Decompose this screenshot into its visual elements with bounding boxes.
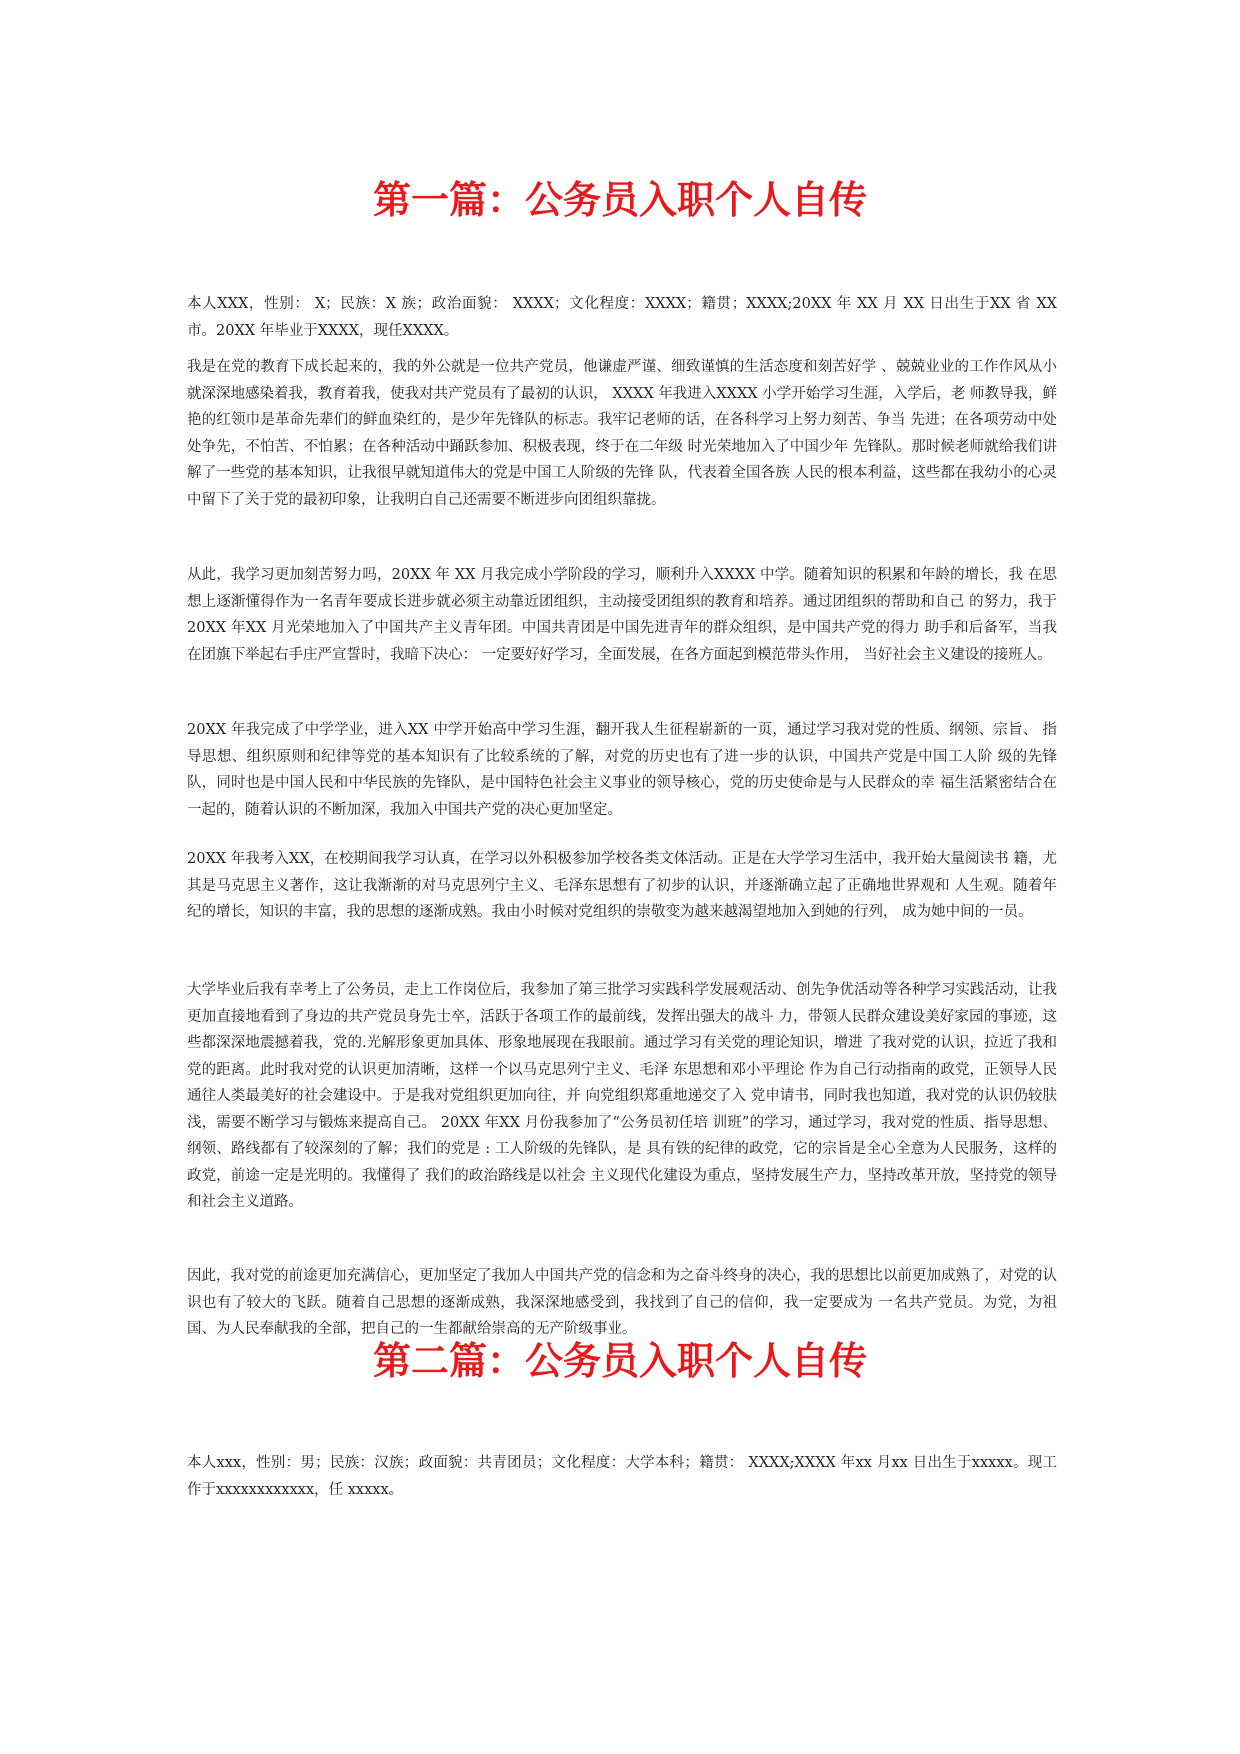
paragraph-intro-1: 本人XXX，性别： X；民族：X 族；政治面貌： XXXX；文化程度：XXXX；籍贯；XXXX;20XX 年 XX 月 XX 日出生于XX 省 XX 市。20XX 年毕业于XXXX，现任XXXX。 bbox=[187, 296, 1057, 339]
paragraph-intro-2: 本人xxx，性别：男；民族：汉族；政面貌：共青团员；文化程度：大学本科；籍贯： XXXX;XXXX 年xx 月xx 日出生于xxxxx。现工 作于xxxxxxxxxxxx，任 xxxxx。 bbox=[187, 1455, 1057, 1498]
paragraph-conclusion: 因此，我对党的前途更加充满信心，更加坚定了我加人中国共产党的信念和为之奋斗终身的决心，我的思想比以前更加成熟了，对党的认识也有了较大的飞跃。随着自己思想的逐渐成熟，我深深地感受到，我找到了自己的信仰，我一定要成为 一名共产党员。为党，为祖国、为人民奉献我的全部，把自己的一生都献给崇高的无产阶级事业。 bbox=[187, 1268, 1057, 1337]
paragraph-youth-league: 从此，我学习更加刻苦努力吗，20XX 年 XX 月我完成小学阶段的学习，顺利升入XXXX 中学。随着知识的积累和年龄的增长，我 在思想上逐渐懂得作为一名青年要成长进步就必须主动靠近团组织，主动接受团组织的教育和培养。通过团组织的帮助和自己 的努力，我于20XX 年XX 月光荣地加入了中国共产主义青年团。中国共青团是中国先进青年的群众组织，是中国共产党的得力 助手和后备军，当我在团旗下举起右手庄严宣誓时，我暗下决心： 一定要好好学习，全面发展，在各方面起到模范带头作用， 当好社会主义建设的接班人。 bbox=[187, 567, 1057, 663]
document-title-2: 第二篇：公务员入职个人自传 bbox=[372, 1338, 867, 1383]
paragraph-childhood: 我是在党的教育下成长起来的，我的外公就是一位共产党员，他谦虚严谨、细致谨慎的生活态度和刻苦好学 、兢兢业业的工作作风从小就深深地感染着我，教育着我，使我对共产党员有了最初的认识， XXXX 年我进入XXXX 小学开始学习生涯，入学后，老 师教导我，鲜艳的红领巾是革命先辈们的鲜血染红的，是少年先锋队的标志。我牢记老师的话，在各科学习上努力刻苦、争当 先进；在各项劳动中处处争先，不怕苦、不怕累；在各种活动中踊跃参加、积极表现，终于在二年级 时光荣地加入了中国少年 先锋队。那时候老师就给我们讲解了一些党的基本知识，让我很早就知道伟大的党是中国工人阶级的先锋 队，代表着全国各族 人民的根本利益，这些都在我幼小的心灵中留下了关于党的最初印象，让我明白自己还需要不断进步向团组织靠拢。 bbox=[187, 359, 1057, 508]
paragraph-high-school: 20XX 年我完成了中学学业，进入XX 中学开始高中学习生涯，翻开我人生征程崭新的一页，通过学习我对党的性质、纲领、宗旨、 指导思想、组织原则和纪律等党的基本知识有了比较系统的了解，对党的历史也有了进一步的认识，中国共产党是中国工人阶 级的先锋队，同时也是中国人民和中华民族的先锋队，是中国特色社会主义事业的领导核心，党的历史使命是与人民群众的幸 福生活紧密结合在一起的，随着认识的不断加深，我加入中国共产党的决心更加坚定。 bbox=[187, 722, 1057, 818]
paragraph-civil-servant: 大学毕业后我有幸考上了公务员，走上工作岗位后，我参加了第三批学习实践科学发展观活动、创先争优活动等各种学习实践活动，让我更加直接地看到了身边的共产党员身先士卒，活跃于各项工作的最前线，发挥出强大的战斗 力，带领人民群众建设美好家园的事迹，这些都深深地震撼着我，党的.光解形象更加具体、形象地展现在我眼前。通过学习有关党的理论知识，增进 了我对党的认识，拉近了我和党的距离。此时我对党的认识更加清晰，这样一个以马克思列宁主义、毛泽 东思想和邓小平理论 作为自己行动指南的政党，正领导人民通往人类最美好的社会建设中。于是我对党组织更加向往，并 向党组织郑重地递交了入 党申请书，同时我也知道，我对党的认识仍较肤浅，需要不断学习与锻炼来提高自己。 20XX 年XX 月份我参加了“公务员初任培 训班”的学习，通过学习，我对党的性质、指导思想、纲领、路线都有了较深刻的了解；我们的党是 : 工人阶级的先锋队，是 具有铁的纪律的政党，它的宗旨是全心全意为人民服务，这样的政党，前途一定是光明的。我懂得了 我们的政治路线是以社会 主义现代化建设为重点，坚持发展生产力，坚持改革开放，坚持党的领导和社会主义道路。 bbox=[187, 982, 1057, 1210]
paragraph-university: 20XX 年我考入XX，在校期间我学习认真，在学习以外积极参加学校各类文体活动。正是在大学学习生活中，我开始大量阅读书 籍，尤其是马克思主义著作，这让我渐渐的对马克思列宁主义、毛泽东思想有了初步的认识，并逐渐确立起了正确地世界观和 人生观。随着年纪的增长，知识的丰富，我的思想的逐渐成熟。我由小时候对党组织的崇敬变为越来越渴望地加入到她的行列， 成为她中间的一员。 bbox=[187, 851, 1057, 920]
document-title-1: 第一篇：公务员入职个人自传 bbox=[372, 177, 867, 222]
